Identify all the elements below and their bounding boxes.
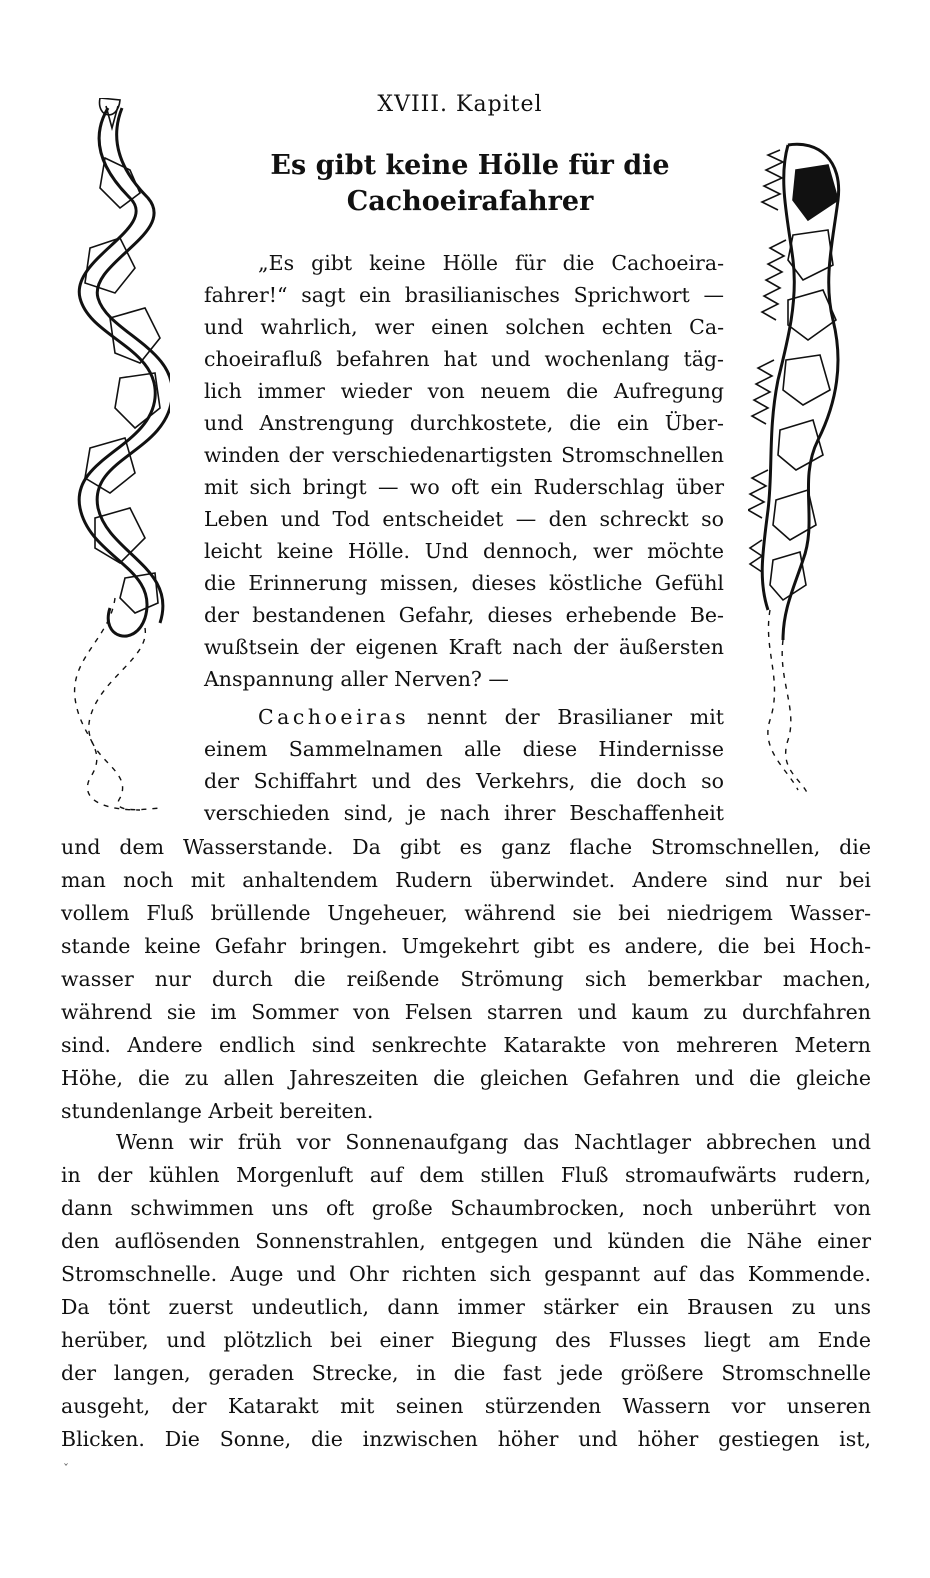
text-line: Leben und Tod entscheidet — den schreckt so (204, 507, 724, 531)
text-line: verschieden sind, je nach ihrer Beschaffenheit (204, 801, 724, 825)
text-line: herüber, und plötzlich bei einer Biegung des Flusses liegt am Ende (61, 1328, 871, 1352)
snake-ornament-left (60, 98, 170, 818)
text-line: der bestandenen Gefahr, dieses erhebende Be- (204, 603, 724, 627)
text-line: man noch mit anhaltendem Rudern überwindet. Andere sind nur bei (61, 868, 871, 892)
text-line: dann schwimmen uns oft große Schaumbrocken, noch unberührt von (61, 1196, 871, 1220)
text-line: Da tönt zuerst undeutlich, dann immer stärker ein Brausen zu uns (61, 1295, 871, 1319)
text-line: der langen, geraden Strecke, in die fast jede größere Stromschnelle (61, 1361, 871, 1385)
text-line: fahrer!“ sagt ein brasilianisches Sprichwort — (204, 283, 724, 307)
text-line: choeirafluß befahren hat und wochenlang täg- (204, 347, 724, 371)
text-line: sind. Andere endlich sind senkrechte Katarakte von mehreren Metern (61, 1033, 871, 1057)
text-line: stundenlange Arbeit bereiten. (61, 1099, 374, 1123)
text-line: und wahrlich, wer einen solchen echten Ca- (204, 315, 724, 339)
text-line: mit sich bringt — wo oft ein Ruderschlag über (204, 475, 724, 499)
text-line: winden der verschiedenartigsten Stromschnellen (204, 443, 724, 467)
snake-ornament-right (748, 140, 858, 800)
text-line: vollem Fluß brüllende Ungeheuer, während sie bei niedrigem Wasser- (61, 901, 871, 925)
chapter-heading: XVIII. Kapitel (377, 92, 543, 117)
text-line: Wenn wir früh vor Sonnenaufgang das Nachtlager abbrechen und (116, 1130, 871, 1154)
text-line: Höhe, die zu allen Jahreszeiten die gleichen Gefahren und die gleiche (61, 1066, 871, 1090)
text-line: und Anstrengung durchkostete, die ein Über- (204, 411, 724, 435)
text-line: die Erinnerung missen, dieses köstliche Gefühl (204, 571, 724, 595)
text-line: der Schiffahrt und des Verkehrs, die doch so (204, 769, 724, 793)
text-fragment: nennt der Brasilianer mit (426, 705, 724, 729)
emphasized-word: Cachoeiras (258, 705, 410, 729)
text-line: Blicken. Die Sonne, die inzwischen höher und höher gestiegen ist, (61, 1427, 871, 1451)
text-line: Stromschnelle. Auge und Ohr richten sich gespannt auf das Kommende. (61, 1262, 871, 1286)
chapter-title-line-1: Es gibt keine Hölle für die (270, 150, 670, 181)
text-line: wußtsein der eigenen Kraft nach der äußersten (204, 635, 724, 659)
text-line: Anspannung aller Nerven? — (204, 667, 509, 691)
text-line: lich immer wieder von neuem die Aufregung (204, 379, 724, 403)
print-speck: ˇ (63, 1462, 69, 1476)
text-line: in der kühlen Morgenluft auf dem stillen Fluß stromaufwärts rudern, (61, 1163, 871, 1187)
text-line: ausgeht, der Katarakt mit seinen stürzenden Wassern vor unseren (61, 1394, 871, 1418)
text-line: wasser nur durch die reißende Strömung sich bemerkbar machen, (61, 967, 871, 991)
text-line (258, 702, 724, 732)
text-line: leicht keine Hölle. Und dennoch, wer möchte (204, 539, 724, 563)
chapter-title-line-2: Cachoeirafahrer (346, 186, 594, 217)
text-line: „Es gibt keine Hölle für die Cachoeira- (258, 251, 724, 275)
text-line: und dem Wasserstande. Da gibt es ganz flache Stromschnellen, die (61, 835, 871, 859)
chapter-title (200, 148, 740, 220)
text-line: stande keine Gefahr bringen. Umgekehrt gibt es andere, die bei Hoch- (61, 934, 871, 958)
text-line: den auflösenden Sonnenstrahlen, entgegen und künden die Nähe einer (61, 1229, 871, 1253)
text-line: einem Sammelnamen alle diese Hindernisse (204, 737, 724, 761)
text-line: während sie im Sommer von Felsen starren und kaum zu durchfahren (61, 1000, 871, 1024)
